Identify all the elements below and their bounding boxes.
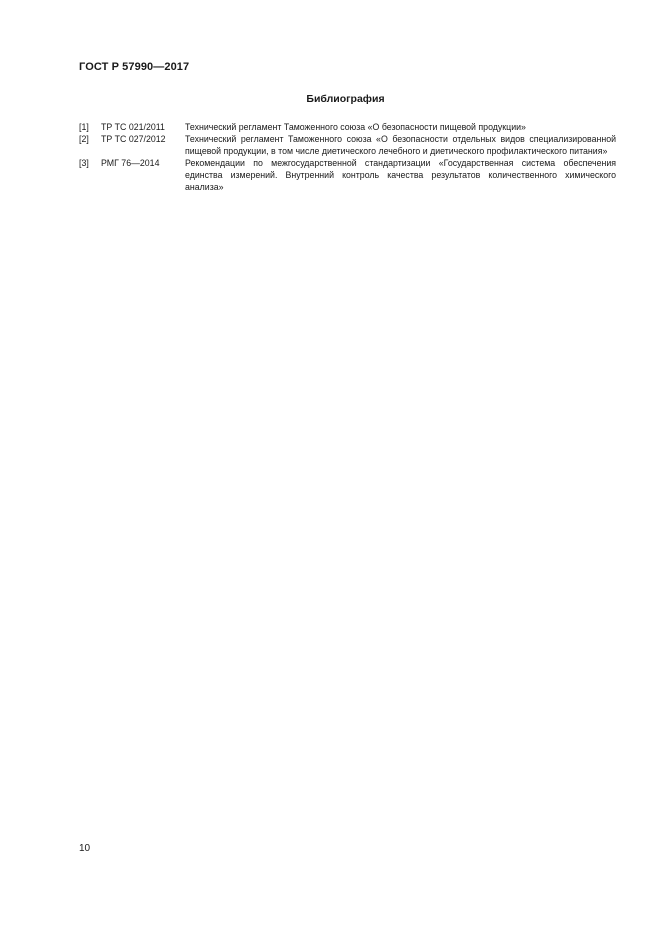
document-code: ГОСТ Р 57990—2017 bbox=[79, 61, 190, 73]
reference-number: [1] bbox=[79, 122, 89, 132]
reference-text: Технический регламент Таможенного союза «О безопасности отдельных видов специализированной пищевой продукции, в том числе диетического лечебного и диетического профилактического питания» bbox=[185, 134, 616, 156]
reference-code: РМГ 76—2014 bbox=[101, 158, 160, 168]
bibliography-item bbox=[79, 121, 616, 133]
bibliography-item bbox=[79, 133, 616, 157]
reference-text: Рекомендации по межгосударственной стандартизации «Государственная система обеспечения единства измерений. Внутренний контроль качества результатов количественного химического анализа» bbox=[185, 158, 616, 192]
reference-number: [3] bbox=[79, 158, 89, 168]
reference-number: [2] bbox=[79, 134, 89, 144]
bibliography-list bbox=[79, 121, 616, 193]
bibliography-item bbox=[79, 157, 616, 193]
reference-code: ТР ТС 021/2011 bbox=[101, 122, 165, 132]
reference-text: Технический регламент Таможенного союза «О безопасности пищевой продукции» bbox=[185, 122, 526, 132]
reference-code: ТР ТС 027/2012 bbox=[101, 134, 166, 144]
page-number: 10 bbox=[79, 843, 91, 854]
section-title: Библиография bbox=[306, 93, 385, 105]
